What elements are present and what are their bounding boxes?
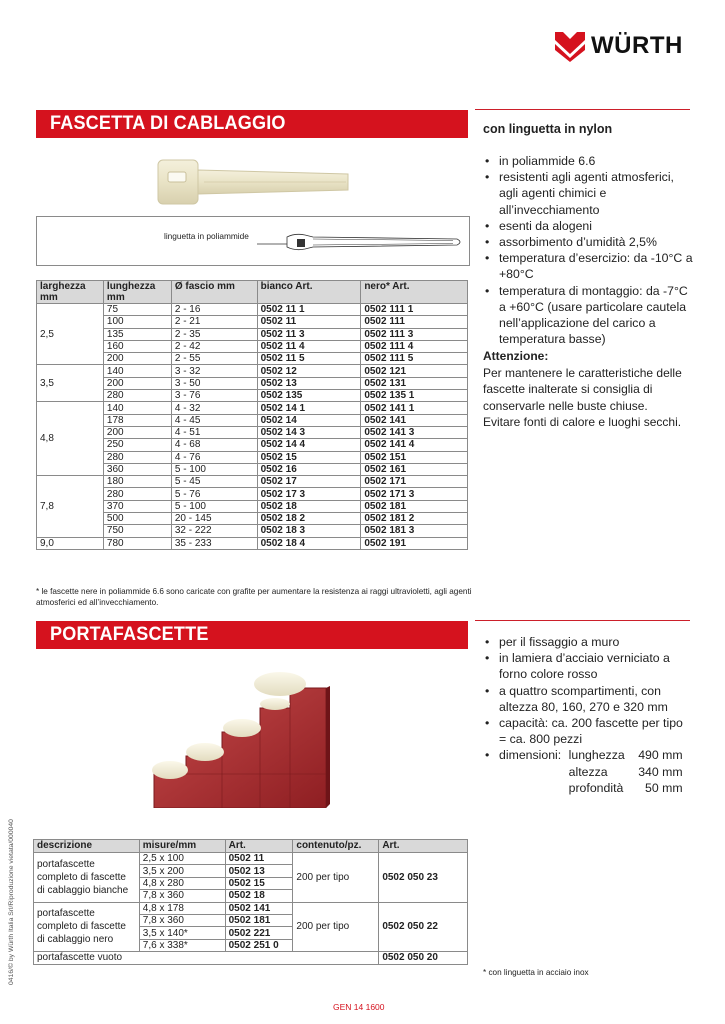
cell-fascio: 4 - 51 <box>171 426 257 438</box>
table-row <box>34 853 468 865</box>
cell-nero: 0502 181 2 <box>361 513 468 525</box>
section2-bullets <box>483 634 693 796</box>
table-header-row <box>34 840 468 853</box>
dimension-label: profondità <box>568 780 624 795</box>
cell-art: 0502 141 <box>225 902 293 914</box>
cell-larghezza: 9,0 <box>37 537 104 549</box>
cell-nero: 0502 181 <box>361 500 468 512</box>
cell-misure: 3,5 x 140* <box>139 927 225 939</box>
cell-fascio: 5 - 76 <box>171 488 257 500</box>
page-code: GEN 14 1600 <box>333 1002 385 1012</box>
section1-title-bar <box>36 110 468 138</box>
cell-nero: 0502 161 <box>361 463 468 475</box>
cell-fascio: 4 - 45 <box>171 414 257 426</box>
header-art2: Art. <box>379 840 468 853</box>
cell-contenuto: 200 per tipo <box>293 853 379 903</box>
cell-art: 0502 251 0 <box>225 939 293 951</box>
cell-bianco: 0502 14 <box>257 414 361 426</box>
section2-title: PORTAFASCETTE <box>50 624 209 645</box>
cell-bianco: 0502 18 4 <box>257 537 361 549</box>
cell-bianco: 0502 11 1 <box>257 304 361 316</box>
cell-descrizione: portafascette vuoto <box>34 952 379 964</box>
cell-lunghezza: 280 <box>103 488 171 500</box>
cell-art2: 0502 050 23 <box>379 853 468 903</box>
cell-art2: 0502 050 22 <box>379 902 468 952</box>
cell-art: 0502 221 <box>225 927 293 939</box>
cable-tie-photo <box>152 150 352 214</box>
cell-nero: 0502 121 <box>361 365 468 377</box>
cell-fascio: 2 - 21 <box>171 316 257 328</box>
cell-bianco: 0502 16 <box>257 463 361 475</box>
cell-larghezza: 3,5 <box>37 365 104 402</box>
section2-footnote: * con linguetta in acciaio inox <box>483 968 589 977</box>
cell-art: 0502 181 <box>225 914 293 926</box>
dimension-value: 50 mm <box>645 780 683 795</box>
cable-tie-diagram <box>36 216 470 266</box>
cell-misure: 7,8 x 360 <box>139 914 225 926</box>
cell-bianco: 0502 18 3 <box>257 525 361 537</box>
cell-bianco: 0502 135 <box>257 390 361 402</box>
cell-fascio: 2 - 35 <box>171 328 257 340</box>
table-row <box>37 537 468 549</box>
bullet-item: • assorbimento d’umidità 2,5% <box>483 234 693 250</box>
cell-fascio: 5 - 100 <box>171 500 257 512</box>
table-header-row <box>37 281 468 304</box>
cell-fascio: 2 - 55 <box>171 353 257 365</box>
table-row <box>37 402 468 414</box>
cell-nero: 0502 131 <box>361 377 468 389</box>
dimension-label: lunghezza <box>568 748 625 763</box>
cell-fascio: 5 - 100 <box>171 463 257 475</box>
cell-misure: 7,8 x 360 <box>139 890 225 902</box>
cell-fascio: 4 - 76 <box>171 451 257 463</box>
cell-bianco: 0502 14 1 <box>257 402 361 414</box>
cell-art: 0502 11 <box>225 853 293 865</box>
header-contenuto: contenuto/pz. <box>293 840 379 853</box>
header-lunghezza: lunghezza mm <box>103 281 171 304</box>
cell-art: 0502 18 <box>225 890 293 902</box>
cell-nero: 0502 141 <box>361 414 468 426</box>
cell-bianco: 0502 11 5 <box>257 353 361 365</box>
header-nero: nero* Art. <box>361 281 468 304</box>
cell-bianco: 0502 14 4 <box>257 439 361 451</box>
wurth-logo-icon <box>553 28 587 62</box>
cell-lunghezza: 140 <box>103 402 171 414</box>
header-misure: misure/mm <box>139 840 225 853</box>
section1-title: FASCETTA DI CABLAGGIO <box>50 113 286 134</box>
table-row <box>37 365 468 377</box>
bullet-item: • per il fissaggio a muro <box>483 634 693 650</box>
cell-lunghezza: 280 <box>103 451 171 463</box>
section1-subtitle: con linguetta in nylon <box>483 122 613 136</box>
table-row <box>34 952 468 964</box>
cell-nero: 0502 111 3 <box>361 328 468 340</box>
bullet-item: • in lamiera d’acciaio verniciato a forno colore rosso <box>483 650 693 682</box>
cell-bianco: 0502 13 <box>257 377 361 389</box>
cell-bianco: 0502 15 <box>257 451 361 463</box>
dimension-row <box>569 747 683 763</box>
cell-misure: 3,5 x 200 <box>139 865 225 877</box>
header-descrizione: descrizione <box>34 840 140 853</box>
diagram-label: linguetta in poliammide <box>164 231 249 241</box>
cell-descrizione: portafascette completo di fascette di cablaggio bianche <box>34 853 140 903</box>
cell-nero: 0502 111 1 <box>361 304 468 316</box>
cell-nero: 0502 111 <box>361 316 468 328</box>
brand-name: WÜRTH <box>591 32 683 59</box>
cell-lunghezza: 180 <box>103 476 171 488</box>
cell-lunghezza: 750 <box>103 525 171 537</box>
cell-nero: 0502 141 1 <box>361 402 468 414</box>
cell-lunghezza: 500 <box>103 513 171 525</box>
dimension-row <box>569 764 683 780</box>
cell-nero: 0502 151 <box>361 451 468 463</box>
header-fascio: Ø fascio mm <box>171 281 257 304</box>
bullet-item: • a quattro scompartimenti, con altezza 80, 160, 270 e 320 mm <box>483 683 693 715</box>
cell-art: 0502 15 <box>225 877 293 889</box>
cell-lunghezza: 200 <box>103 377 171 389</box>
cell-larghezza: 7,8 <box>37 476 104 537</box>
cell-nero: 0502 135 1 <box>361 390 468 402</box>
cable-tie-drawing <box>257 225 467 259</box>
bullet-item: • temperatura d’esercizio: da -10°C a +80°C <box>483 250 693 282</box>
bullet-item: • resistenti agli agenti atmosferici, agli agenti chimici e all’invecchiamento <box>483 169 693 218</box>
portafascette-photo <box>150 662 330 808</box>
header-larghezza: larghezza mm <box>37 281 104 304</box>
divider <box>475 109 690 110</box>
cell-fascio: 4 - 32 <box>171 402 257 414</box>
cell-bianco: 0502 11 <box>257 316 361 328</box>
cell-nero: 0502 181 3 <box>361 525 468 537</box>
section1-bullets <box>483 153 693 347</box>
cell-misure: 2,5 x 100 <box>139 853 225 865</box>
cell-nero: 0502 141 4 <box>361 439 468 451</box>
cell-fascio: 2 - 42 <box>171 340 257 352</box>
bullet-item: • temperatura di montaggio: da -7°C a +60°C (usare particolare cautela nell’applicazione del carico a temperatura basse) <box>483 283 693 348</box>
section2-title-bar <box>36 621 468 649</box>
cell-larghezza: 2,5 <box>37 304 104 365</box>
cell-lunghezza: 360 <box>103 463 171 475</box>
cell-art2: 0502 050 20 <box>379 952 468 964</box>
cell-fascio: 3 - 32 <box>171 365 257 377</box>
cell-nero: 0502 111 4 <box>361 340 468 352</box>
cell-fascio: 4 - 68 <box>171 439 257 451</box>
cell-misure: 4,8 x 280 <box>139 877 225 889</box>
cell-bianco: 0502 11 3 <box>257 328 361 340</box>
cell-contenuto: 200 per tipo <box>293 902 379 952</box>
cell-larghezza: 4,8 <box>37 402 104 476</box>
cable-tie-table <box>36 280 468 550</box>
bullet-item: • esenti da alogeni <box>483 218 693 234</box>
cell-lunghezza: 250 <box>103 439 171 451</box>
cell-nero: 0502 171 <box>361 476 468 488</box>
wurth-logo <box>553 28 693 64</box>
cell-lunghezza: 200 <box>103 426 171 438</box>
cell-lunghezza: 135 <box>103 328 171 340</box>
dimension-label: altezza <box>568 764 608 779</box>
cell-misure: 7,6 x 338* <box>139 939 225 951</box>
cell-lunghezza: 370 <box>103 500 171 512</box>
dimension-row <box>569 780 683 796</box>
cell-lunghezza: 75 <box>103 304 171 316</box>
cell-fascio: 5 - 45 <box>171 476 257 488</box>
cell-bianco: 0502 18 2 <box>257 513 361 525</box>
table-row <box>37 476 468 488</box>
dimensions-bullet <box>483 747 693 796</box>
cell-lunghezza: 200 <box>103 353 171 365</box>
dimension-value: 340 mm <box>638 764 683 779</box>
cell-bianco: 0502 12 <box>257 365 361 377</box>
cell-nero: 0502 141 3 <box>361 426 468 438</box>
header-art: Art. <box>225 840 293 853</box>
attention-title: Attenzione: <box>483 349 549 363</box>
cell-lunghezza: 780 <box>103 537 171 549</box>
header-bianco: bianco Art. <box>257 281 361 304</box>
cell-fascio: 3 - 76 <box>171 390 257 402</box>
section1-footnote: * le fascette nere in poliammide 6.6 sono caricate con grafite per aumentare la resistenza ai raggi ultravioletti, agli agenti atmosferici ed all’invecchiamento. <box>36 587 472 607</box>
cell-bianco: 0502 18 <box>257 500 361 512</box>
cell-lunghezza: 140 <box>103 365 171 377</box>
bullet-item: • in poliammide 6.6 <box>483 153 693 169</box>
cell-fascio: 32 - 222 <box>171 525 257 537</box>
attention-text: Per mantenere le caratteristiche delle fascette inalterate si consiglia di conservarle nelle buste chiuse. Evitare fonti di calore e luoghi secchi. <box>483 366 682 429</box>
cell-fascio: 3 - 50 <box>171 377 257 389</box>
cell-fascio: 20 - 145 <box>171 513 257 525</box>
cell-art: 0502 13 <box>225 865 293 877</box>
cell-bianco: 0502 17 3 <box>257 488 361 500</box>
cell-bianco: 0502 17 <box>257 476 361 488</box>
copyright-side-text: 0416/© by Würth Italia Srl/Riproduzione vietata/000040 <box>8 819 15 985</box>
divider <box>475 620 690 621</box>
cell-fascio: 35 - 233 <box>171 537 257 549</box>
cell-lunghezza: 178 <box>103 414 171 426</box>
cell-bianco: 0502 14 3 <box>257 426 361 438</box>
cell-nero: 0502 171 3 <box>361 488 468 500</box>
table-row <box>37 304 468 316</box>
table-row <box>34 902 468 914</box>
cell-lunghezza: 100 <box>103 316 171 328</box>
bullet-item: • capacità: ca. 200 fascette per tipo = ca. 800 pezzi <box>483 715 693 747</box>
dimension-value: 490 mm <box>638 748 683 763</box>
cell-misure: 4,8 x 178 <box>139 902 225 914</box>
cell-descrizione: portafascette completo di fascette di cablaggio nero <box>34 902 140 952</box>
portafascette-table <box>33 839 468 965</box>
cell-fascio: 2 - 16 <box>171 304 257 316</box>
cell-bianco: 0502 11 4 <box>257 340 361 352</box>
cell-lunghezza: 280 <box>103 390 171 402</box>
cell-nero: 0502 111 5 <box>361 353 468 365</box>
cell-nero: 0502 191 <box>361 537 468 549</box>
cell-lunghezza: 160 <box>103 340 171 352</box>
dimensions-intro: dimensioni: <box>499 748 562 763</box>
